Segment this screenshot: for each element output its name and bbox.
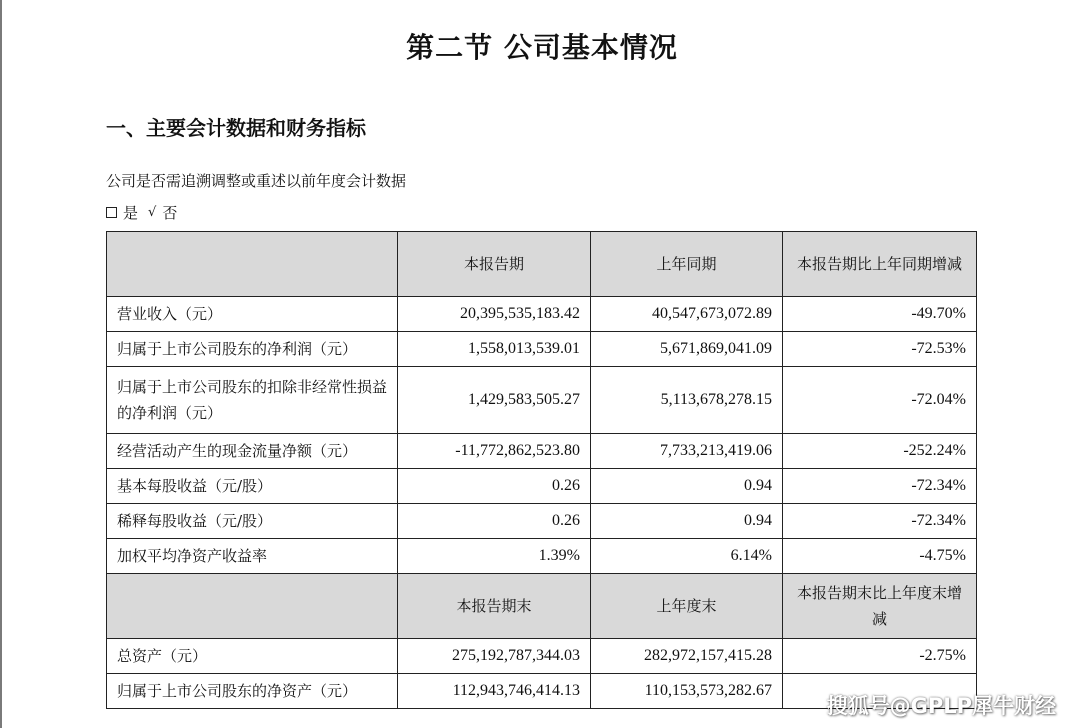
prior-value: 6.14% bbox=[591, 539, 783, 574]
header-cell-empty bbox=[107, 232, 398, 297]
checkmark-icon: √ bbox=[148, 205, 157, 220]
change-value: -49.70% bbox=[783, 297, 977, 332]
prior-value: 0.94 bbox=[591, 504, 783, 539]
option-yes-label: 是 bbox=[123, 204, 139, 222]
header-cell-empty bbox=[107, 574, 398, 639]
section-title: 第二节 公司基本情况 bbox=[406, 31, 678, 64]
header-cell-prior-period: 上年同期 bbox=[591, 232, 783, 297]
row-label: 基本每股收益（元/股） bbox=[107, 469, 398, 504]
row-label: 归属于上市公司股东的扣除非经常性损益的净利润（元） bbox=[107, 367, 398, 434]
table-header-row-period-end bbox=[107, 574, 977, 639]
row-label: 加权平均净资产收益率 bbox=[107, 539, 398, 574]
prior-value: 5,113,678,278.15 bbox=[591, 367, 783, 434]
row-label: 总资产（元） bbox=[107, 639, 398, 674]
current-value: 112,943,746,414.13 bbox=[398, 674, 591, 709]
change-value: -72.34% bbox=[783, 469, 977, 504]
change-value: -72.34% bbox=[783, 504, 977, 539]
row-label: 稀释每股收益（元/股） bbox=[107, 504, 398, 539]
table-row bbox=[107, 469, 977, 504]
prior-value: 7,733,213,419.06 bbox=[591, 434, 783, 469]
header-cell-change: 本报告期比上年同期增减 bbox=[783, 232, 977, 297]
current-value: -11,772,862,523.80 bbox=[398, 434, 591, 469]
prior-value: 40,547,673,072.89 bbox=[591, 297, 783, 332]
row-label: 经营活动产生的现金流量净额（元） bbox=[107, 434, 398, 469]
current-value: 275,192,787,344.03 bbox=[398, 639, 591, 674]
option-no bbox=[148, 202, 177, 223]
table-row bbox=[107, 297, 977, 332]
subsection-title: 一、主要会计数据和财务指标 bbox=[106, 116, 366, 140]
prior-value: 282,972,157,415.28 bbox=[591, 639, 783, 674]
header-cell-change-period-end: 本报告期末比上年度末增减 bbox=[783, 574, 977, 639]
current-value: 1.39% bbox=[398, 539, 591, 574]
empty-checkbox-icon bbox=[106, 207, 117, 218]
change-value: -72.53% bbox=[783, 332, 977, 367]
financial-data-table bbox=[106, 231, 977, 709]
table-row bbox=[107, 539, 977, 574]
header-cell-current-period-end: 本报告期末 bbox=[398, 574, 591, 639]
table-header-row bbox=[107, 232, 977, 297]
prior-value: 110,153,573,282.67 bbox=[591, 674, 783, 709]
current-value: 0.26 bbox=[398, 504, 591, 539]
prior-value: 0.94 bbox=[591, 469, 783, 504]
current-value: 0.26 bbox=[398, 469, 591, 504]
table-row bbox=[107, 332, 977, 367]
option-no-label: 否 bbox=[162, 204, 178, 222]
row-label: 营业收入（元） bbox=[107, 297, 398, 332]
change-value: -72.04% bbox=[783, 367, 977, 434]
current-value: 20,395,535,183.42 bbox=[398, 297, 591, 332]
table-row bbox=[107, 434, 977, 469]
table-row bbox=[107, 639, 977, 674]
prior-value: 5,671,869,041.09 bbox=[591, 332, 783, 367]
current-value: 1,429,583,505.27 bbox=[398, 367, 591, 434]
option-yes bbox=[106, 202, 138, 223]
change-value: -4.75% bbox=[783, 539, 977, 574]
row-label: 归属于上市公司股东的净利润（元） bbox=[107, 332, 398, 367]
restatement-question: 公司是否需追溯调整或重述以前年度会计数据 bbox=[106, 172, 407, 190]
restatement-options bbox=[106, 202, 187, 223]
watermark-text: 搜狐号@GPLP犀牛财经 bbox=[826, 694, 1056, 718]
row-label: 归属于上市公司股东的净资产（元） bbox=[107, 674, 398, 709]
header-cell-current-period: 本报告期 bbox=[398, 232, 591, 297]
current-value: 1,558,013,539.01 bbox=[398, 332, 591, 367]
table-row bbox=[107, 367, 977, 434]
change-value: -2.75% bbox=[783, 639, 977, 674]
table-row bbox=[107, 504, 977, 539]
change-value: -252.24% bbox=[783, 434, 977, 469]
header-cell-prior-year-end: 上年度末 bbox=[591, 574, 783, 639]
